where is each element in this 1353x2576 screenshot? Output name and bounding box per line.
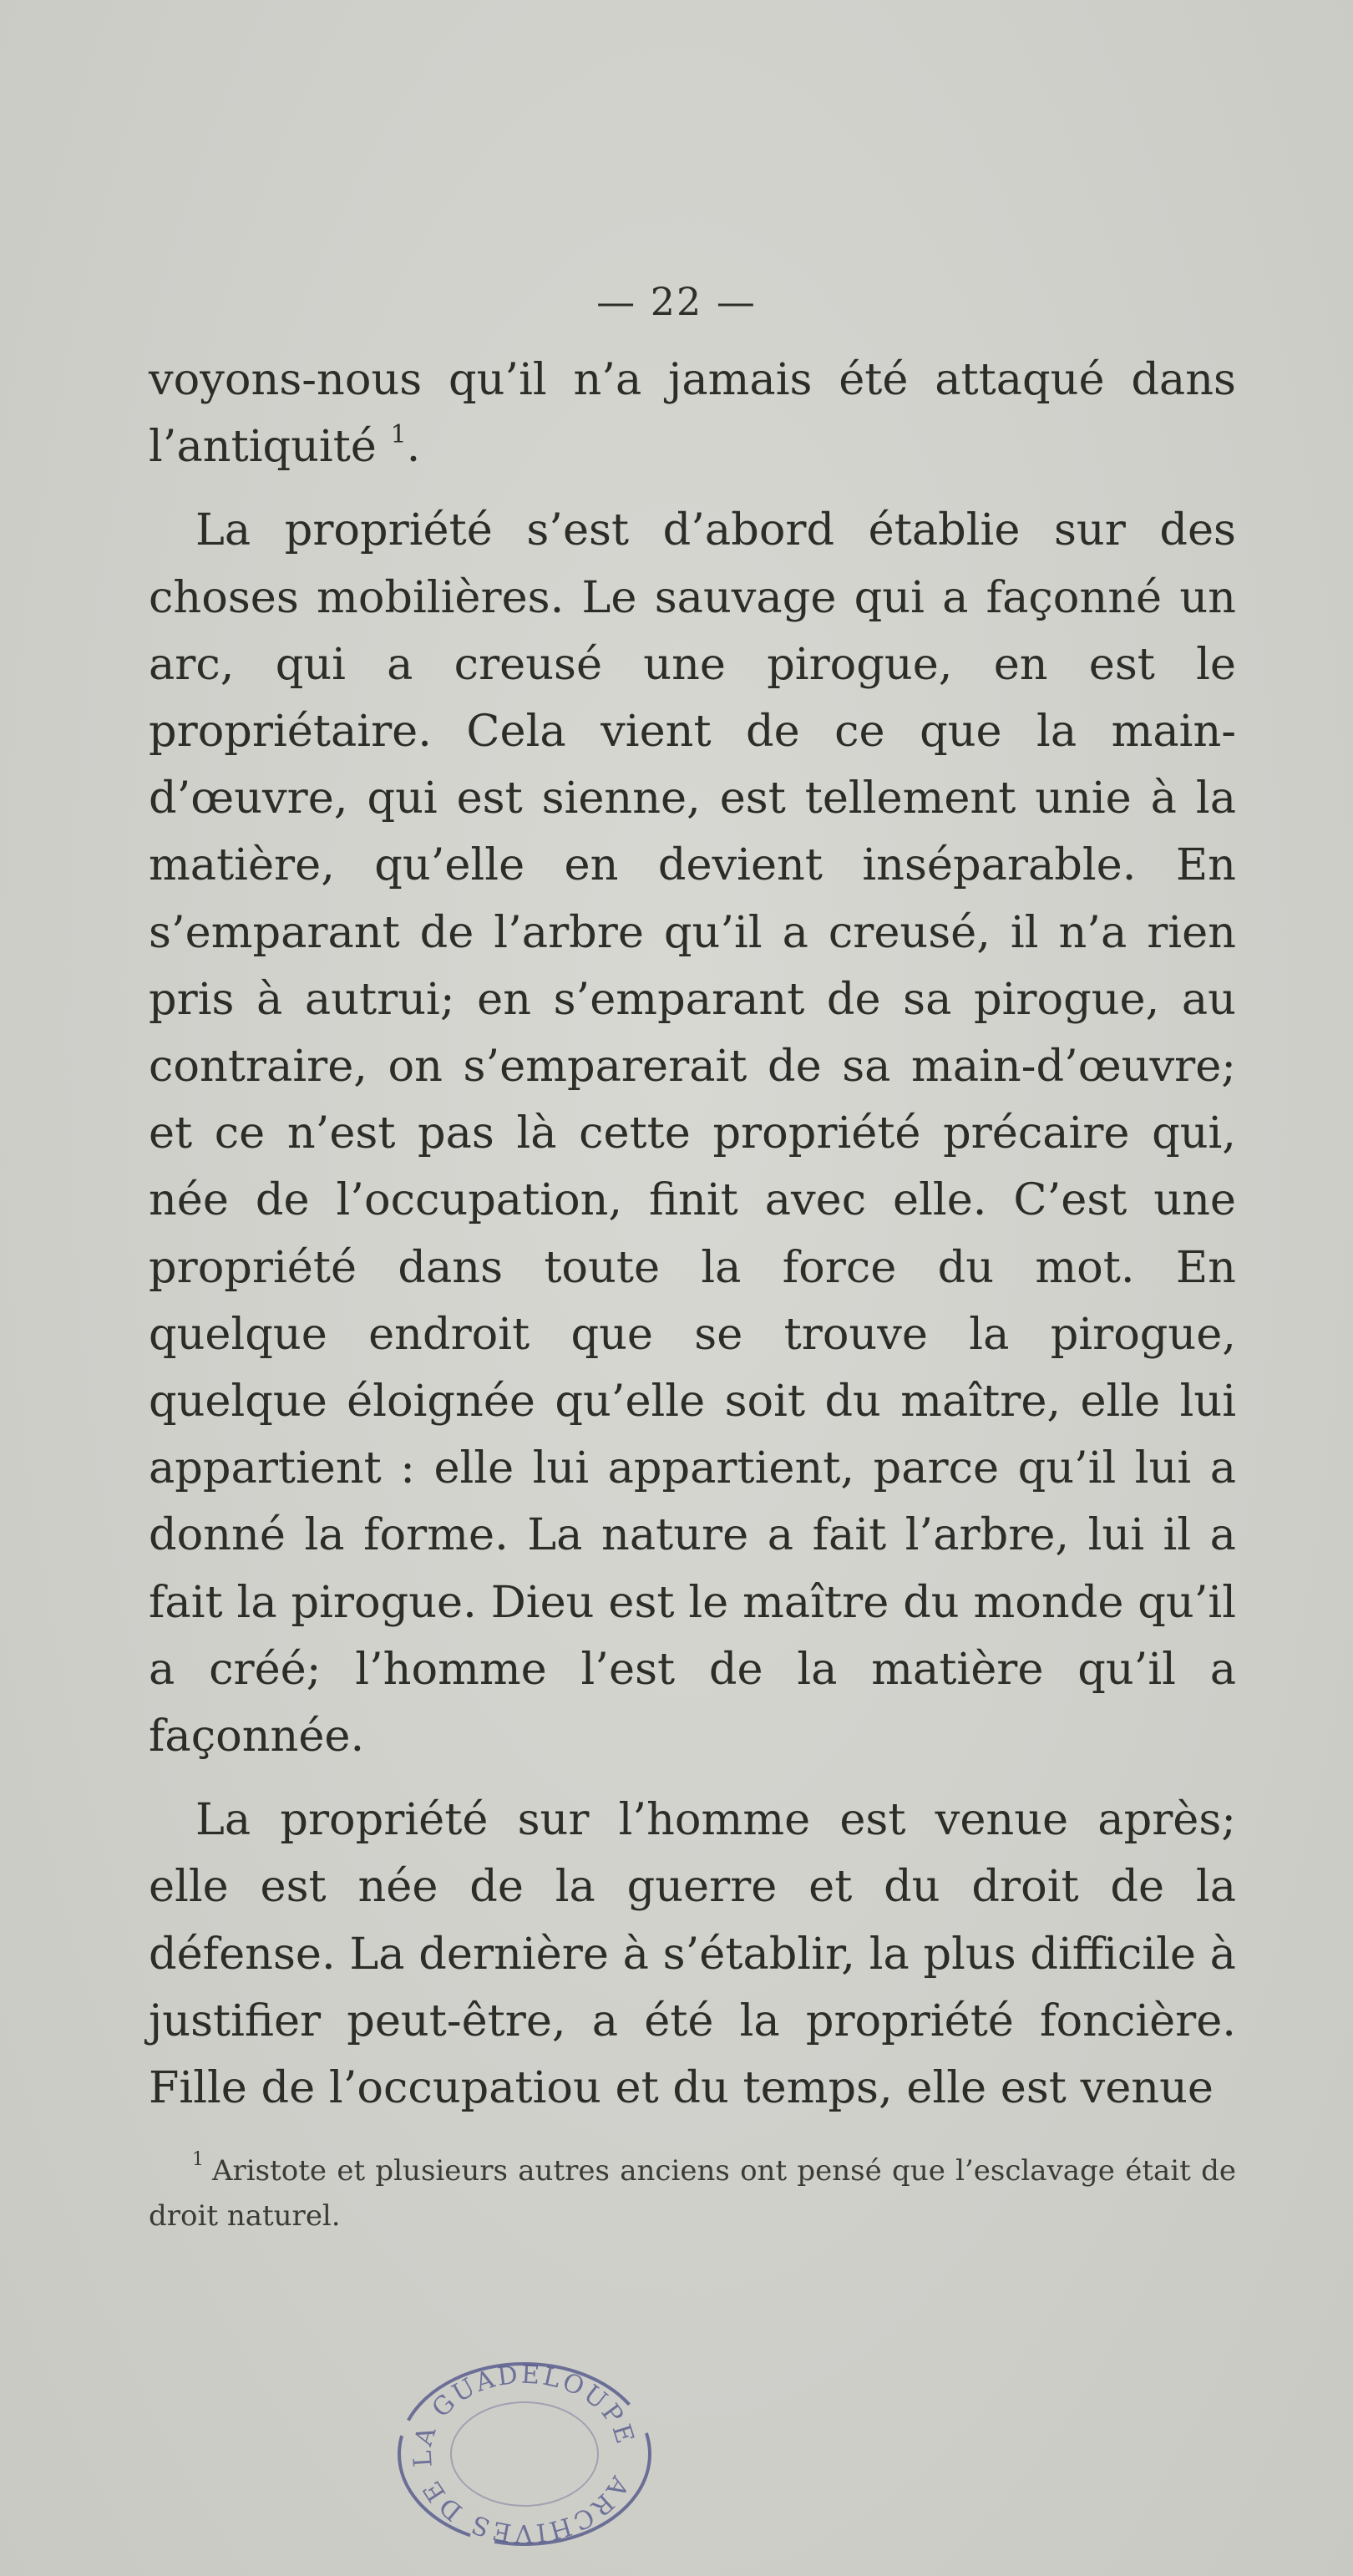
stamp-inner-ring	[451, 2402, 598, 2506]
paragraph-1-text: voyons-nous qu’il n’a jamais été attaqué dans l’antiquité	[149, 354, 1236, 473]
footnote-text: Aristote et plusieurs autres anciens ont pensé que l’esclavage était de droit naturel.	[149, 2154, 1236, 2233]
body-text	[149, 347, 1236, 2122]
paragraph-1-end: .	[406, 421, 421, 473]
stamp-ring-text	[408, 2360, 640, 2548]
page-number: — 22 —	[596, 279, 757, 324]
archive-stamp	[387, 2354, 662, 2554]
footnote	[149, 2148, 1236, 2239]
footnote-marker: 1	[192, 2148, 204, 2170]
paragraph-3: La propriété sur l’homme est venue après; elle est née de la guerre et du droit de la défense. La dernière à s’établir, la plus difficile à justifier peut-être, a été la propriété foncière. Fille de l’occupatiou et du temps, elle est venue	[149, 1794, 1236, 2114]
paragraph-2: La propriété s’est d’abord établie sur des choses mobilières. Le sauvage qui a façonné un arc, qui a creusé une pirogue, en est le propriétaire. Cela vient de ce que la main-d’œuvre, qui est sienne, est tellement unie à la matière, qu’elle en devient inséparable. En s’emparant de l’arbre qu’il a creusé, il n’a rien pris à autrui; en s’emparant de sa pirogue, au contraire, on s’emparerait de sa main-d’œuvre; et ce n’est pas là cette propriété précaire qui, née de l’occupation, finit avec elle. C’est une propriété dans toute la force du mot. En quelque endroit que se trouve la pirogue, quelque éloignée qu’elle soit du maître, elle lui appartient : elle lui appartient, parce qu’il lui a donné la forme. La nature a fait l’arbre, lui il a fait la pirogue. Dieu est le maître du monde qu’il a créé; l’homme l’est de la matière qu’il a façonnée.	[149, 505, 1236, 1762]
paragraph-1	[149, 347, 1236, 480]
stamp-ring-textpath: ARCHIVES DE LA GUADELOUPE	[408, 2360, 641, 2548]
footnote-reference: 1	[390, 419, 407, 449]
